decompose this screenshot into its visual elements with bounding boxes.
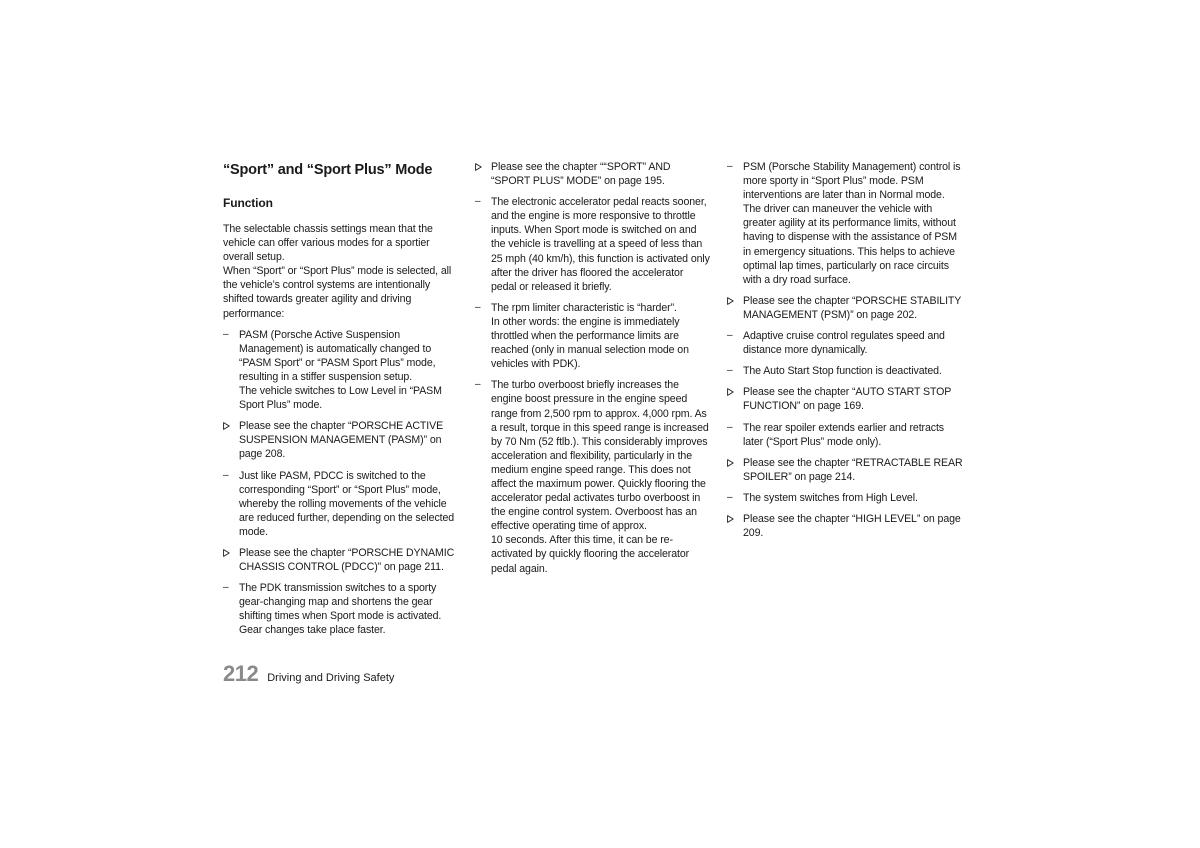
column-3 [727,160,963,547]
page-footer [223,661,394,687]
section-title: “Sport” and “Sport Plus” Mode [223,162,433,178]
item-text: Please see the chapter ““SPORT” AND “SPORT PLUS” MODE” on page 195. [491,161,671,188]
item-text: Please see the chapter “PORSCHE ACTIVE SUSPENSION MANAGEMENT (PASM)” on page 208. [239,420,444,461]
item-text: PASM (Porsche Active Suspension Management) is automatically changed to “PASM Sport” or “PASM Sport Plus” mode, resulting in a stiffer suspension setup. [239,328,436,383]
item-text: Please see the chapter “PORSCHE DYNAMIC CHASSIS CONTROL (PDCC)” on page 211. [239,546,455,574]
triangle-arrow-icon [727,456,741,467]
column-2 [475,160,711,583]
cross-reference-item [223,546,459,574]
triangle-arrow-icon [727,512,741,523]
cross-reference-item [727,385,963,413]
section-subtitle: Function [223,196,273,210]
column-3-list [727,160,963,540]
dash-bullet: – [223,469,229,481]
column-2-list [475,160,711,576]
list-item [727,329,963,357]
triangle-arrow-icon [223,546,237,557]
item-text: The Auto Start Stop function is deactivated. [743,365,942,378]
intro-line: When “Sport” or “Sport Plus” mode is selected, all the vehicle’s control systems are intentionally shifted towards greater agility and driving performance: [223,265,452,320]
item-text: Please see the chapter “AUTO START STOP FUNCTION” on page 169. [743,386,952,413]
item-text: The system switches from High Level. [743,491,918,504]
list-item [475,301,711,371]
intro-line: The selectable chassis settings mean that the vehicle can offer various modes for a sportier overall setup. [223,223,433,264]
column-1 [223,160,459,645]
dash-bullet: – [223,328,229,340]
item-text: The electronic accelerator pedal reacts sooner, and the engine is more responsive to throttle inputs. When Sport mode is switched on and the vehicle is travelling at a speed of less than 25 mph (40 km/h), this function is activated only after the driver has floored the accelerator pedal or released it briefly. [491,196,710,293]
list-item [727,491,963,505]
item-text: Please see the chapter “PORSCHE STABILITY MANAGEMENT (PSM)” on page 202. [743,294,962,321]
dash-bullet: – [727,365,733,377]
item-text-continued: In other words: the engine is immediately throttled when the performance limits are reached (only in manual selection mode on vehicles with PDK). [491,315,689,371]
dash-bullet: – [223,582,229,594]
item-text: The rpm limiter characteristic is “harder”. [491,301,677,314]
item-text: Adaptive cruise control regulates speed and distance more dynamically. [743,330,945,357]
footer-section-name: Driving and Driving Safety [267,672,395,684]
list-item [223,469,459,539]
list-item [727,160,963,287]
item-text: Just like PASM, PDCC is switched to the corresponding “Sport” or “Sport Plus” mode, whereby the rolling movements of the vehicle are reduced further, depending on the selected mode. [239,469,455,538]
triangle-arrow-icon [727,294,741,305]
item-text: The turbo overboost briefly increases the engine boost pressure in the engine speed range from 2,500 rpm to approx. 4,000 rpm. As a result, torque in this speed range is increased by 70 Nm (52 ftlb.). This considerably improves acceleration and flexibility, particularly in the medium engine speed range. This does not affect the maximum power. Quickly flooring the accelerator pedal activates turbo overboost in the engine control system. Overboost has an effective operating time of approx. [491,379,709,533]
triangle-arrow-icon [223,419,237,430]
cross-reference-item [727,512,963,540]
list-item [475,378,711,575]
dash-bullet: – [727,330,733,342]
item-text: The PDK transmission switches to a sporty gear-changing map and shortens the gear shifting times when Sport mode is activated. Gear changes take place faster. [239,582,442,637]
list-item [223,328,459,413]
intro-paragraph [223,222,459,321]
cross-reference-item [727,456,963,484]
list-item [727,421,963,449]
triangle-arrow-icon [475,160,489,171]
dash-bullet: – [727,421,733,433]
page-number: 212 [223,661,259,686]
item-text: Please see the chapter “RETRACTABLE REAR SPOILER” on page 214. [743,456,963,483]
item-text: PSM (Porsche Stability Management) control is more sporty in “Sport Plus” mode. PSM interventions are later than in Normal mode. The driver can maneuver the vehicle with greater agility at its performance limits, without having to dispense with the assistance of PSM in emergency situations. This helps to achieve optimal lap times, particularly on race circuits with a dry road surface. [743,161,961,286]
list-item [475,195,711,294]
cross-reference-item [727,294,963,322]
dash-bullet: – [475,196,481,208]
dash-bullet: – [727,161,733,172]
list-item [223,581,459,637]
triangle-arrow-icon [727,385,741,396]
dash-bullet: – [475,379,481,391]
dash-bullet: – [727,491,733,503]
item-text: The rear spoiler extends earlier and retracts later (“Sport Plus” mode only). [743,421,944,448]
dash-bullet: – [475,301,481,313]
column-1-list [223,328,459,638]
item-text-continued: 10 seconds. After this time, it can be re-activated by quickly flooring the accelerator pedal again. [491,534,690,575]
item-text-continued: The vehicle switches to Low Level in “PASM Sport Plus” mode. [239,385,442,412]
list-item [727,364,963,378]
item-text: Please see the chapter “HIGH LEVEL” on page 209. [743,512,961,540]
cross-reference-item [223,419,459,461]
cross-reference-item [475,160,711,188]
